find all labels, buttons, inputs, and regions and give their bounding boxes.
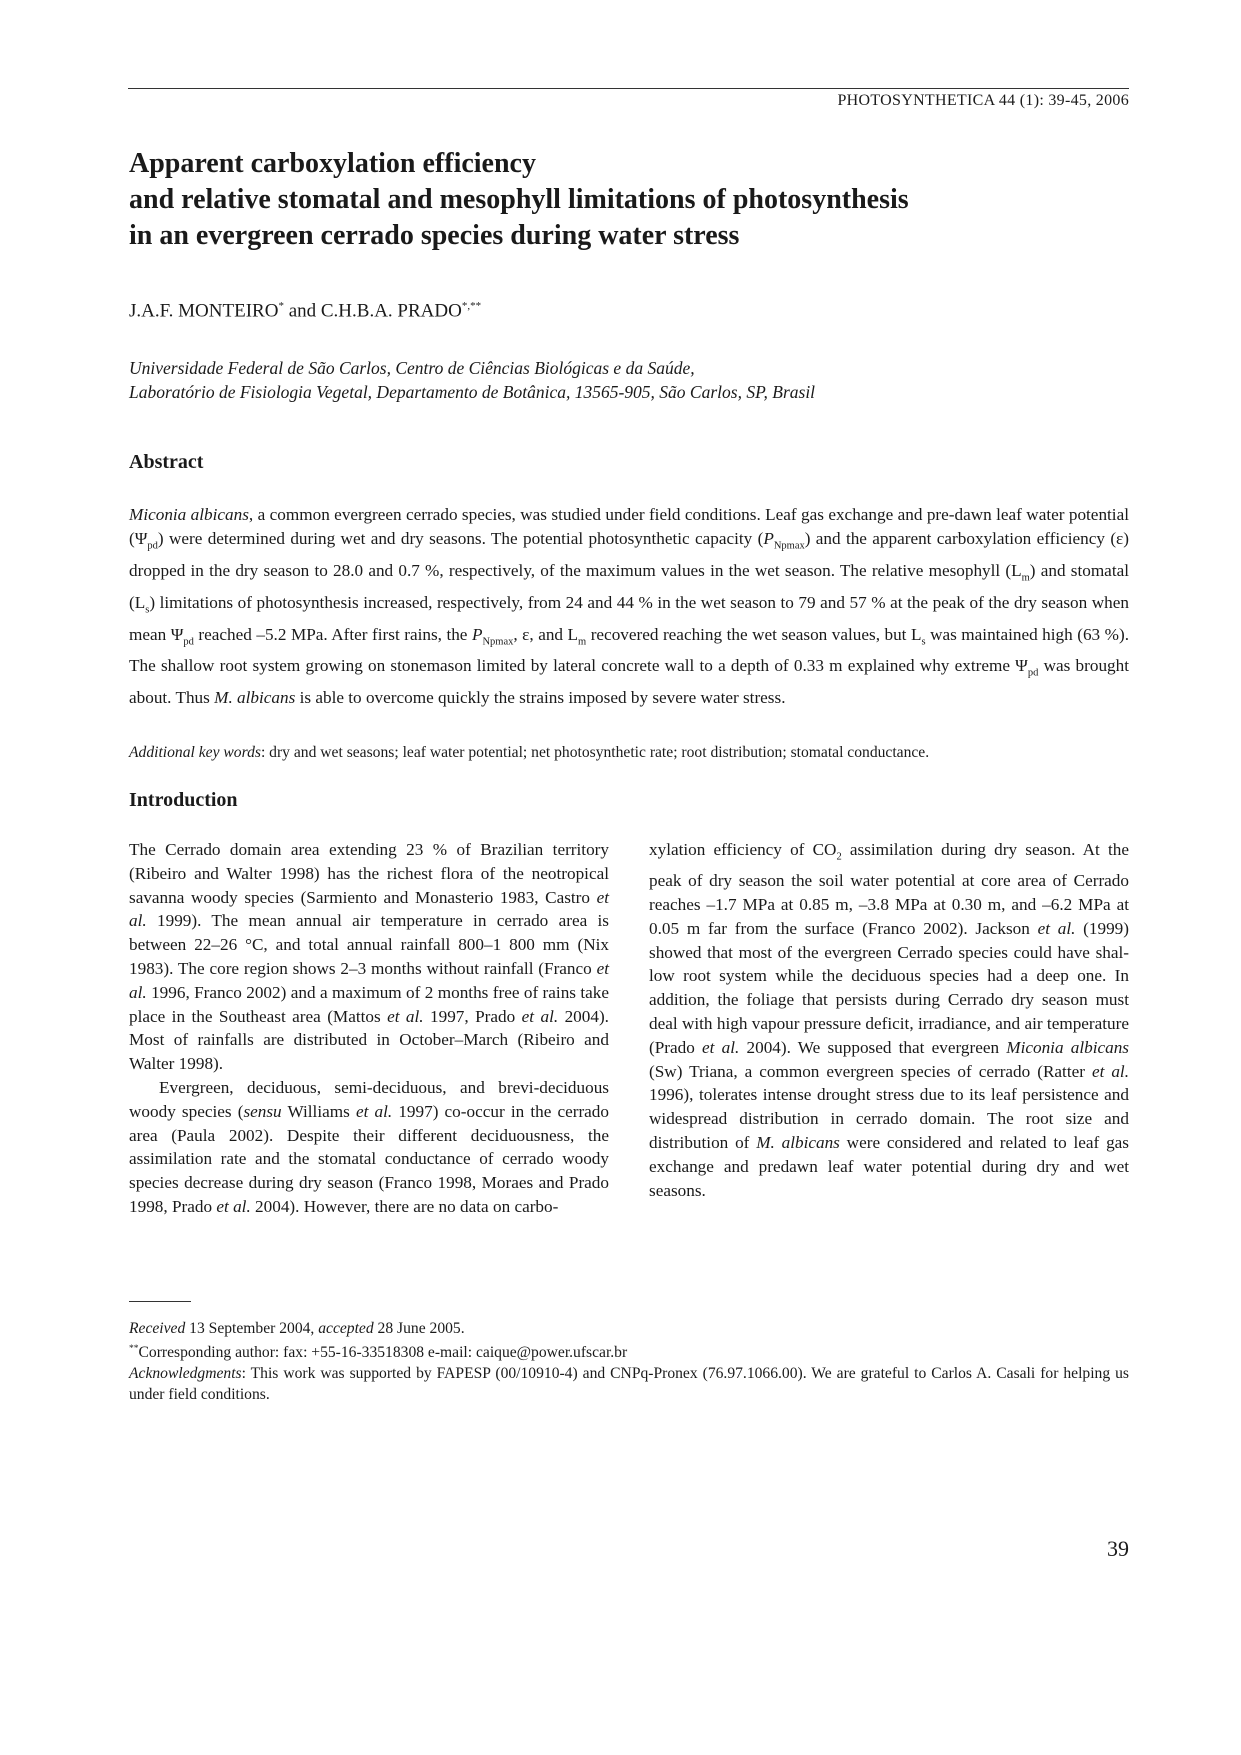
abstract-heading: Abstract: [129, 451, 204, 473]
text-run: Evergreen, deciduous, semi-deciduous, and brevi-deciduous woody species (: [129, 1077, 609, 1121]
species-name: Miconia albicans: [1006, 1037, 1129, 1057]
text-run: 1997) co-occur in the cerrado area (Paula 2002). Despite their different deciduousness, the assimilation rate and the stomatal conductance of cerrado woody species decrease during dry season (Franco 1998, Moraes and Prado 1998, Prado: [129, 1101, 609, 1216]
subscript: m: [1021, 572, 1030, 584]
species-name: Miconia albicans: [129, 505, 249, 524]
text-run: 2004). We supposed that evergreen: [739, 1037, 1007, 1057]
received-date: 13 September 2004,: [185, 1320, 319, 1337]
abstract-run: was brought about. Thus: [129, 656, 1129, 707]
author-name: J.A.F. MONTEIRO: [129, 300, 279, 322]
text-run: Williams: [281, 1101, 356, 1121]
text-run: The Cerrado domain area extending 23 % of Brazilian territory (Ribeiro and Walter 1998) has the richest flora of the neotropical savanna woody species (Sarmiento and Monasterio 1983, Castro: [129, 840, 609, 907]
et-al: et al.: [387, 1006, 424, 1026]
author-conjunction: and: [283, 300, 321, 322]
subscript: s: [921, 635, 926, 647]
text-run: xylation efficiency of CO: [649, 840, 837, 859]
corresponding-author-text: Corresponding author: fax: +55-16-33518308 e-mail: caique@power.ufscar.br: [138, 1344, 628, 1362]
text-run: 1996, Franco 2002) and a maximum of 2 months free of rains take place in the Southeast area (Mattos: [129, 982, 609, 1026]
et-al: et al.: [702, 1037, 740, 1057]
text-column-left: [129, 838, 609, 1219]
abstract-run: ) limitations of photosynthesis increased, respectively, from 24 and 44 % in the wet season to 79 and 57 % at the peak of the dry season when mean Ψ: [129, 592, 1129, 644]
keywords-text: : dry and wet seasons; leaf water potential; net photosynthetic rate; root distribution; stomatal conductance.: [260, 744, 930, 761]
abstract-run: ) were determined during wet and dry seasons. The potential photosynthetic capacity (: [157, 529, 764, 549]
et-al: et al.: [355, 1101, 393, 1121]
author-mark: *: [278, 300, 284, 312]
abstract-run: is able to overcome quickly the strains imposed by severe water stress.: [295, 687, 786, 707]
journal-citation: PHOTOSYNTHETICA 44 (1): 39-45, 2006: [837, 92, 1129, 109]
accepted-date: 28 June 2005.: [373, 1320, 465, 1337]
text-run: (1999) showed that most of the evergreen Cerrado species could have shal-low root system while the deciduous species had a deep one. In addition, the foliage that persists during Cerrado dry season must deal with high vapour pressure deficit, irradiance, and air temperature (Prado: [649, 918, 1129, 1057]
header-rule: [128, 88, 1129, 89]
author-list: [129, 300, 481, 322]
abstract-text: [129, 503, 1129, 710]
affiliation-line: Universidade Federal de São Carlos, Centro de Ciências Biológicas e da Saúde,: [129, 358, 695, 378]
abstract-run: , a common evergreen cerrado species, was studied under field conditions. Leaf gas exchange and pre-dawn leaf water potential (Ψ: [129, 505, 1129, 549]
introduction-heading: Introduction: [129, 789, 238, 811]
paragraph: [649, 838, 1129, 1202]
author-mark: **: [129, 1344, 139, 1354]
species-name: M. albicans: [756, 1133, 840, 1152]
received-note: [129, 1318, 1129, 1339]
received-label: Received: [129, 1320, 186, 1337]
subscript: s: [145, 604, 150, 616]
keywords-label: Additional key words: [129, 744, 261, 761]
title-line: Apparent carboxylation efficiency: [129, 148, 536, 179]
species-name: M. albicans: [214, 687, 296, 707]
abstract-run: ) and the apparent carboxylation efficiency (ε) dropped in the dry season to 28.0 and 0.7 %, respectively, of the maximum values in the wet season. The relative mesophyll (L: [129, 529, 1129, 581]
et-al: et al.: [1091, 1061, 1129, 1081]
subscript: pd: [147, 540, 158, 552]
et-al: et al.: [521, 1006, 559, 1026]
symbol: P: [471, 624, 483, 644]
et-al: et al.: [129, 887, 609, 931]
et-al: et al.: [216, 1196, 251, 1216]
paper-title: [129, 146, 1129, 254]
symbol: P: [763, 529, 774, 549]
affiliation: [129, 356, 815, 404]
subscript: pd: [183, 635, 194, 647]
keywords: [129, 742, 1129, 764]
latin-term: sensu: [243, 1101, 282, 1121]
author-mark: *,**: [461, 300, 482, 312]
text-run: assimilation during dry season. At the peak of dry season the soil water potential at core area of Cerrado reaches –1.7 MPa at 0.85 m, –3.8 MPa at 0.30 m, and –6.2 MPa at 0.05 m far from the surface (Franco 2002). Jackson: [649, 840, 1129, 938]
subscript: pd: [1027, 667, 1039, 679]
acknowledgments-note: [129, 1363, 1129, 1405]
text-run: 1997, Prado: [423, 1006, 522, 1026]
text-run: were considered and related to leaf gas exchange and predawn leaf water potential during dry and wet seasons.: [649, 1133, 1129, 1200]
abstract-run: was maintained high (63 %). The shallow root system growing on stonemason limited by lateral concrete wall to a depth of 0.33 m explained why extreme Ψ: [129, 624, 1129, 676]
paragraph: [129, 838, 609, 1076]
subscript: m: [578, 635, 587, 647]
subscript: Npmax: [482, 635, 514, 647]
et-al: et al.: [129, 958, 609, 1002]
accepted-label: accepted: [318, 1320, 374, 1337]
footnote-rule: [129, 1301, 191, 1302]
page-number: 39: [1107, 1536, 1129, 1561]
acknowledgments-text: : This work was supported by FAPESP (00/10910-4) and CNPq-Pronex (76.97.1066.00). We are grateful to Carlos A. Casali for helping us under field conditions.: [129, 1365, 1129, 1404]
affiliation-line: Laboratório de Fisiologia Vegetal, Departamento de Botânica, 13565-905, São Carlos, SP, Brasil: [129, 382, 816, 402]
subscript: 2: [836, 851, 842, 863]
text-column-right: [649, 838, 1129, 1202]
title-line: in an evergreen cerrado species during water stress: [129, 220, 740, 251]
footnotes: [129, 1318, 1129, 1405]
author-name: C.H.B.A. PRADO: [320, 300, 462, 322]
text-run: (Sw) Triana, a common evergreen species of cerrado (Ratter: [649, 1061, 1092, 1081]
et-al: et al.: [1037, 918, 1076, 938]
text-run: 1996), tolerates intense drought stress due to its leaf persistence and widespread distribution in cerrado domain. The root size and distribution of: [649, 1085, 1129, 1152]
abstract-run: ) and stomatal (L: [129, 561, 1129, 612]
title-line: and relative stomatal and mesophyll limitations of photosynthesis: [129, 184, 909, 215]
text-run: 1999). The mean annual air temperature in cerrado area is between 22–26 °C, and total annual rainfall 800–1 800 mm (Nix 1983). The core region shows 2–3 months without rainfall (Franco: [129, 911, 609, 978]
text-run: 2004). Most of rainfalls are distributed in October–March (Ribeiro and Walter 1998).: [129, 1006, 609, 1074]
acknowledgments-label: Acknowledgments: [129, 1365, 242, 1383]
corresponding-author-note: [129, 1339, 1129, 1363]
abstract-run: , ε, and L: [513, 624, 579, 644]
subscript: Npmax: [773, 540, 805, 552]
text-run: 2004). However, there are no data on carbo-: [250, 1196, 559, 1216]
abstract-run: recovered reaching the wet season values, but L: [586, 624, 922, 644]
paragraph: [129, 1076, 609, 1219]
abstract-run: reached –5.2 MPa. After first rains, the: [193, 624, 472, 644]
